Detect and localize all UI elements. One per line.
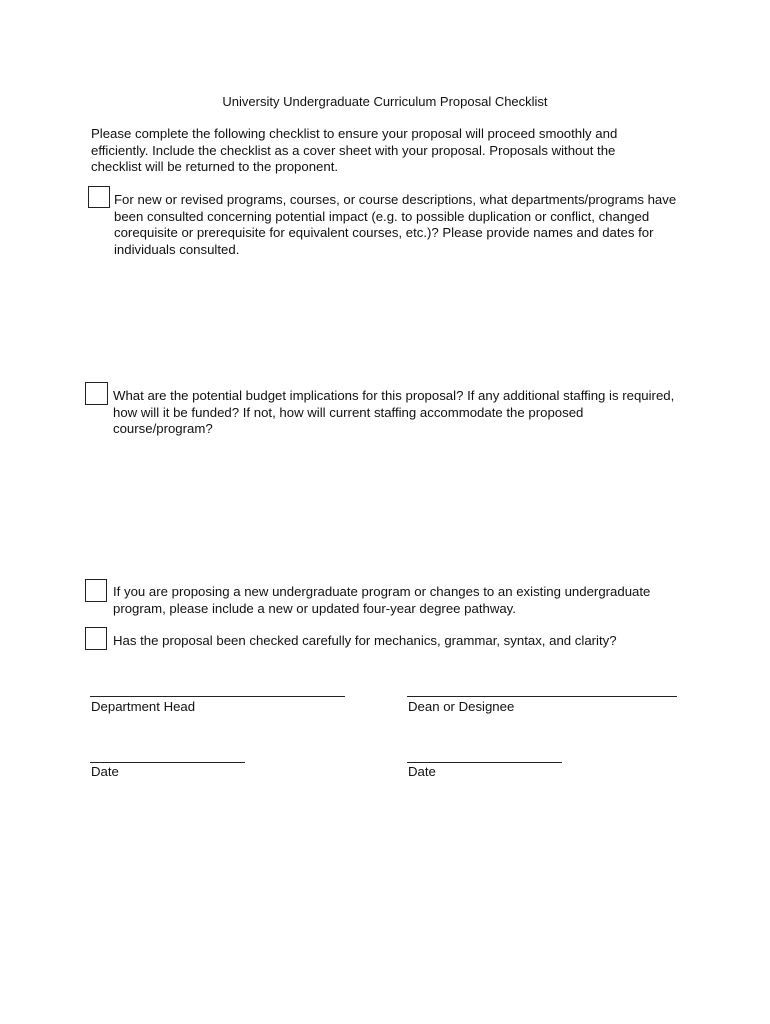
checkbox-consultation[interactable]: [88, 186, 110, 208]
checklist-text-consultation: For new or revised programs, courses, or course descriptions, what departments/programs have been consulted concerning potential impact (e.g. to possible duplication or conflict, changed corequisite or prerequisite for equivalent courses, etc.)? Please provide names and dates for individuals consulted.: [114, 192, 677, 257]
checkbox-pathway[interactable]: [85, 579, 107, 602]
department-head-signature-line[interactable]: [90, 696, 345, 697]
document-title: University Undergraduate Curriculum Proposal Checklist: [222, 94, 548, 109]
date-label-left: Date: [91, 764, 119, 779]
checkbox-budget[interactable]: [85, 382, 108, 405]
checklist-text-proofreading: Has the proposal been checked carefully for mechanics, grammar, syntax, and clarity?: [113, 633, 617, 648]
dean-label: Dean or Designee: [408, 699, 515, 714]
date-label-right: Date: [408, 764, 436, 779]
checklist-text-pathway: If you are proposing a new undergraduate program or changes to an existing undergraduate program, please include a new or updated four-year degree pathway.: [113, 584, 651, 616]
dean-date-line[interactable]: [407, 762, 562, 763]
checklist-text-budget: What are the potential budget implications for this proposal? If any additional staffing is required, how will it be funded? If not, how will current staffing accommodate the proposed course/program?: [113, 388, 675, 436]
department-head-label: Department Head: [91, 699, 196, 714]
dean-signature-line[interactable]: [407, 696, 677, 697]
department-head-date-line[interactable]: [90, 762, 245, 763]
intro-paragraph: Please complete the following checklist to ensure your proposal will proceed smoothly and efficiently. Include the checklist as a cover sheet with your proposal. Proposals without the checklist will be returned to the proponent.: [91, 126, 618, 174]
checkbox-proofreading[interactable]: [85, 627, 107, 650]
